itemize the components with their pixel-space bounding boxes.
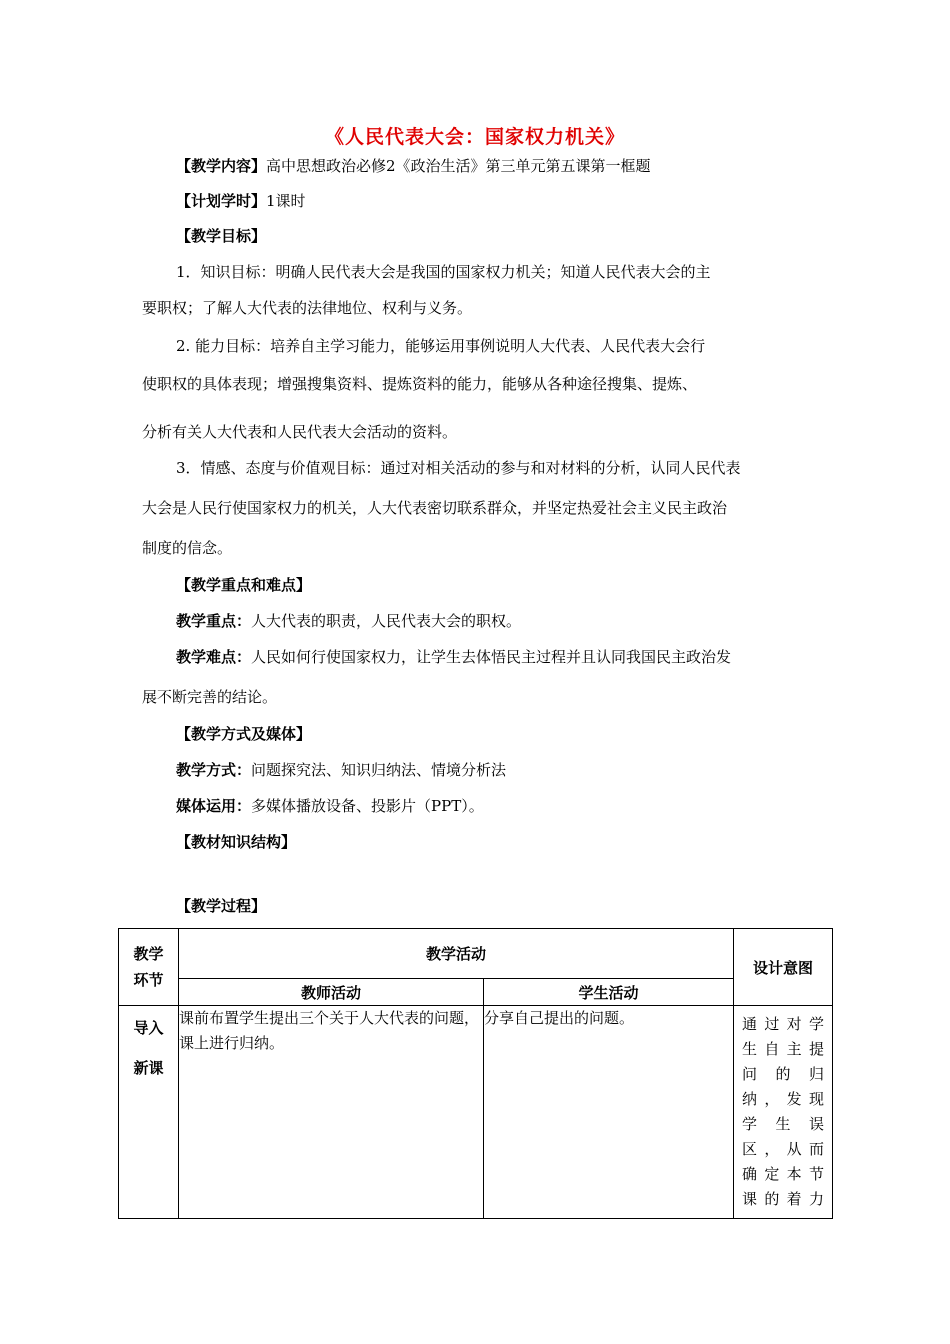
difficulty-label: 教学难点：: [176, 648, 252, 666]
focus-line: [176, 610, 521, 631]
method-label: 教学方式：: [176, 761, 252, 779]
intent-line: 纳，发现: [742, 1090, 825, 1108]
teacher-activity-cell: 课前布置学生提出三个关于人大代表的问题，课上进行归纳。: [179, 1006, 484, 1219]
stage-header-line-1: 教学: [133, 945, 164, 963]
emotion-objective-line-2: 大会是人民行使国家权力的机关，人大代表密切联系群众，并坚定热爱社会主义民主政治: [142, 499, 728, 517]
stage-header-line-2: 环节: [133, 971, 164, 989]
process-heading: 【教学过程】: [176, 897, 267, 915]
hours-label: 【计划学时】: [176, 192, 267, 210]
intent-line: 区，从而: [742, 1140, 825, 1158]
content-line: [176, 155, 651, 176]
ability-objective-line-3: 分析有关人大代表和人民代表大会活动的资料。: [142, 423, 458, 441]
student-activity-header: 学生活动: [484, 979, 734, 1006]
table-header-row-2: [119, 979, 833, 1006]
hours-value: 1课时: [266, 192, 306, 210]
intent-line: 确定本节: [742, 1165, 825, 1183]
method-value: 问题探究法、知识归纳法、情境分析法: [251, 761, 507, 779]
intent-line: 问 的 归: [742, 1065, 825, 1083]
document-title: 《人民代表大会：国家权力机关》: [324, 126, 625, 148]
activity-header: 教学活动: [179, 929, 734, 979]
difficulty-line-1: [176, 646, 731, 667]
media-label: 媒体运用：: [176, 797, 252, 815]
teacher-activity-header: 教师活动: [179, 979, 484, 1006]
intent-line: 生自主提: [742, 1040, 825, 1058]
stage-cell: [119, 1006, 179, 1219]
content-value: 高中思想政治必修2《政治生活》第三单元第五课第一框题: [266, 157, 651, 175]
intent-header: 设计意图: [734, 929, 833, 1006]
intent-line: 课的着力: [742, 1190, 825, 1208]
method-line: [176, 759, 506, 780]
table-row: [119, 1006, 833, 1219]
media-line: [176, 795, 484, 816]
knowledge-objective-line-2: 要职权；了解人大代表的法律地位、权利与义务。: [142, 299, 473, 317]
methods-heading: 【教学方式及媒体】: [176, 725, 312, 743]
difficulty-line-2: 展不断完善的结论。: [142, 688, 278, 706]
media-value: 多媒体播放设备、投影片（PPT）。: [251, 797, 484, 815]
ability-objective-line-1: 2. 能力目标：培养自主学习能力，能够运用事例说明人大代表、人民代表大会行: [176, 337, 706, 355]
intent-line: 通过对学: [742, 1015, 825, 1033]
student-activity-cell: 分享自己提出的问题。: [484, 1006, 734, 1219]
content-label: 【教学内容】: [176, 157, 267, 175]
design-intent-cell: [734, 1006, 833, 1219]
keypoints-heading: 【教学重点和难点】: [176, 576, 312, 594]
table-header-row-1: [119, 929, 833, 979]
stage-line-2: 新课: [133, 1059, 164, 1077]
emotion-objective-line-1: 3．情感、态度与价值观目标：通过对相关活动的参与和对材料的分析，认同人民代表: [176, 459, 741, 477]
teaching-process-table: [118, 928, 833, 1219]
structure-heading: 【教材知识结构】: [176, 833, 297, 851]
knowledge-objective-line-1: 1．知识目标：明确人民代表大会是我国的国家权力机关；知道人民代表大会的主: [176, 263, 711, 281]
stage-line-1: 导入: [133, 1019, 164, 1037]
objectives-heading: 【教学目标】: [176, 227, 267, 245]
ability-objective-line-2: 使职权的具体表现；增强搜集资料、提炼资料的能力，能够从各种途径搜集、提炼、: [142, 375, 698, 393]
stage-header: [119, 929, 179, 1006]
difficulty-value: 人民如何行使国家权力，让学生去体悟民主过程并且认同我国民主政治发: [251, 648, 732, 666]
focus-label: 教学重点：: [176, 612, 252, 630]
hours-line: [176, 190, 306, 211]
intent-line: 学 生 误: [742, 1115, 825, 1133]
emotion-objective-line-3: 制度的信念。: [142, 539, 233, 557]
focus-value: 人大代表的职责，人民代表大会的职权。: [251, 612, 522, 630]
